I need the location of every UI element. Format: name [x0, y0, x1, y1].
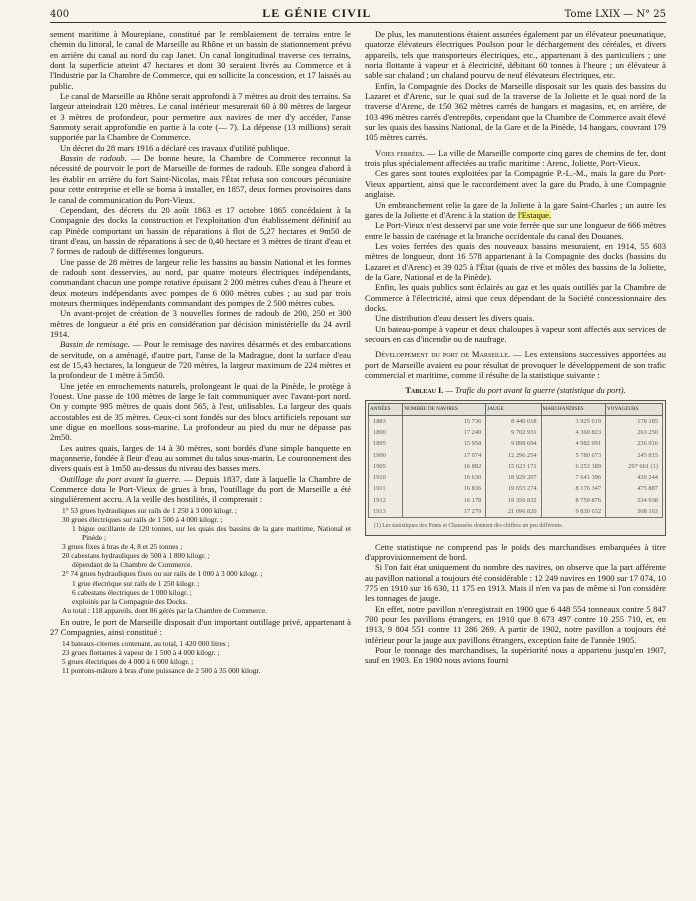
- section-heading: Outillage du port avant la guerre.: [60, 473, 181, 484]
- table-row: [369, 450, 663, 461]
- list-item: 1 grue électrique sur rails de 1 250 kilogr. ;: [72, 578, 200, 588]
- table-cell: 5 780 673: [541, 450, 605, 461]
- table-row: [369, 472, 663, 483]
- paragraph: Les voies ferrées des quais des nouveaux bassins mesuraient, en 1914, 55 603 mètres de longueur, dont 16 578 appartenant à la Compagnie des docks (bassins du Lazaret et d'Arenc) et 39 025 à l'État (quais de rive et môles des bassins de la Joliette, de la Gare, National et de la Pinède).: [365, 240, 666, 282]
- table-cell: 16 836: [403, 483, 486, 494]
- table-cell: 245 815: [606, 450, 663, 461]
- paragraph: Si l'on fait état uniquement du nombre des navires, on observe que la part afférente au pavillon national a toujours été considérable : 12 249 navires en 1900 sur 17 074, 10 775 en 1910 sur 16 630, 11 175 en 1913. Mais il n'en va pas de même si l'on considère les tonnages de jauge.: [365, 562, 666, 604]
- year-cell: 1900: [369, 450, 403, 461]
- paragraph: Un décret du 28 mars 1916 a déclaré ces travaux d'utilité publique.: [60, 142, 290, 153]
- traffic-table-frame: [365, 400, 666, 536]
- paragraph: Un bateau-pompe à vapeur et deux chaloupes à vapeur sont affectés aux services de secours en cas d'incendie ou de naufrage.: [365, 323, 666, 344]
- section-heading: Voies ferrées.: [375, 147, 425, 158]
- table-row: [369, 438, 663, 449]
- table-cell: 7 641 396: [541, 472, 605, 483]
- section-heading: Bassin de remisage.: [60, 339, 130, 350]
- paragraph: Cette statistique ne comprend pas le poids des marchandises embarquées à titre d'approvisionnement de bord.: [365, 541, 666, 563]
- paragraph: Enfin, la Compagnie des Docks de Marseille disposait sur les quais des bassins du Lazaret et d'Arenc, sur le quai sud de la traverse de la Joliette et le quai nord de la traverse d'Arenc, de 150 362 mètres carrés de hangars et magasins, et, en arrière, de 103 496 mètres carrés d'entrepôts, cependant que la Chambre de Commerce avait élevé sur les quais des bassins National, de la Gare et de la Pinède, 14 hangars, couvrant 179 105 mètres carrés.: [365, 80, 666, 143]
- list-item: 5 grues électriques de 4 000 à 6 000 kilogr. ;: [62, 656, 194, 666]
- table-cell: 12 296 254: [486, 450, 541, 461]
- paragraph-voies-ferrees: [365, 148, 666, 169]
- table-cell: 263 250: [606, 427, 663, 438]
- page-number: 400: [50, 9, 70, 20]
- list-item: 3 grues fixes à bras de 4, 8 et 25 tonnes ;: [62, 542, 183, 552]
- paragraph-embranchement: [365, 200, 666, 221]
- column-header: MARCHANDISES: [541, 403, 605, 415]
- table-cell: 21 096 820: [486, 506, 541, 518]
- table-cell: 178 185: [606, 415, 663, 427]
- paragraph: Enfin, les quais publics sont éclairés au gaz et les quais outillés par la Chambre de Commerce à l'électricité, ainsi que ceux dépendant de la Société concessionnaire des docks.: [365, 282, 666, 313]
- list-item: exploités par la Compagnie des Docks.: [72, 596, 188, 606]
- table-cell: 15 623 171: [486, 461, 541, 472]
- table-cell: 3 925 619: [541, 415, 605, 427]
- paragraph: En effet, notre pavillon n'enregistrait en 1900 que 6 448 554 tonneaux contre 5 847 700 pour les pavillons étrangers, en 1910 que 8 673 497 contre 10 255 710, et, en 1913, 9 804 551 contre 11 286 269. A partir de 1902, notre pavillon a toujours été inférieur pour la jauge aux pavillons étrangers, exception faite de l'année 1905.: [365, 603, 666, 645]
- table-cell: 297 661 (1): [606, 461, 663, 472]
- list-item: 14 bateaux-citernes contenant, au total, 1 420 000 litres ;: [62, 638, 230, 648]
- list-item: dépendant de la Chambre de Commerce.: [72, 560, 193, 570]
- table-cell: 15 958: [403, 438, 486, 449]
- list-item: Au total : 118 appareils, dont 86 gérés par la Chambre de Commerce.: [62, 605, 267, 615]
- year-cell: 1910: [369, 472, 403, 483]
- column-header: JAUGE: [486, 403, 541, 415]
- year-cell: 1911: [369, 483, 403, 494]
- paragraph: Ces gares sont toutes exploitées par la Compagnie P.-L.-M., mais la gare du Port-Vieux appartient, ainsi que le raccordement avec la gare du Prado, à une Compagnie anglaise.: [365, 168, 666, 200]
- paragraph-text: — Depuis 1837, date à laquelle la Chambre de Commerce dota le Port-Vieux de grues à bras, l'outillage du port de Marseille a été singulièrement accru. A la veille des hostilités, il comprenait :: [50, 473, 351, 505]
- paragraph-text: Un embranchement relie la gare de la Joliette à la gare Saint-Charles ; un autre les gares de la Joliette et d'Arenc à la station de: [365, 199, 666, 220]
- page-header: [50, 6, 666, 23]
- volume-issue: Tome LXIX — N° 25: [564, 9, 666, 20]
- paragraph: De plus, les manutentions étaient assurées également par un élévateur pneumatique, quatorze élévateurs électriques Poulson pour le déchargement des céréales, et divers appareils, tels que transporteurs électriques, etc., appartenant à des particuliers ; une noria flottante à vapeur et à électricité, débitant 60 tonnes à l'heure ; un élévateur à sable sur chaland ; un chaland pourvu de neuf élévateurs électriques, etc.: [365, 29, 666, 81]
- table-cell: 17 074: [403, 450, 486, 461]
- column-header: ANNÉES: [369, 403, 403, 415]
- table-row: [369, 483, 663, 494]
- journal-title: LE GÉNIE CIVIL: [262, 6, 372, 20]
- table-footnote: (1) Les statistiques des Ponts et Chaussées donnent des chiffres un peu différents.: [374, 523, 563, 530]
- year-cell: 1912: [369, 495, 403, 506]
- paragraph: Pour le tonnage des marchandises, la supériorité nous a appartenu jusqu'en 1907, sauf en 1903. En 1900 nous avions fourni: [365, 645, 666, 666]
- year-cell: 1905: [369, 461, 403, 472]
- paragraph: Une jetée en enrochements naturels, prolongeant le quai de la Pinède, le protège à l'ouest. Une passe de 100 mètres de large le fait communiquer avec l'avant-port nord. On y compte 995 mètres de quais dont 565, à l'est, utilisables. La largeur des quais accostables est de 35 mètres. Ceux-ci sont fondés sur des blocs artificiels reposant sur une digue en moellons sous-marine. La profondeur au pied du mur ne dépasse pas 2m50.: [50, 380, 351, 443]
- table-header-row: [369, 403, 663, 415]
- paragraph: Les autres quais, larges de 14 à 30 mètres, sont bordés d'une simple banquette en maçonnerie, fondée à fleur d'eau au sommet du talus sous-marin. Le couronnement des divers quais est à 1m50 au-dessus du niveau des basses mers.: [50, 442, 351, 474]
- table-cell: 9 702 931: [486, 427, 541, 438]
- table-row: [369, 415, 663, 427]
- paragraph-text: — Les extensions successives apportées au port de Marseille avaient eu pour résultat de provoquer le développement de son trafic commercial et maritime, comme il résulte de la statistique suivante :: [365, 349, 667, 380]
- paragraph-bassin-radoub: [50, 153, 351, 205]
- table-cell: 9 898 694: [486, 438, 541, 449]
- table-cell: 19 356 832: [486, 495, 541, 506]
- list-item: 1 bigue oscillante de 120 tonnes, sur les quais des bassins de la gare maritime, National et Pinède ;: [72, 524, 351, 543]
- table-cell: 475 887: [606, 483, 663, 494]
- traffic-table: [368, 403, 663, 519]
- table-cell: 4 982 991: [541, 438, 605, 449]
- list-item: 1° 53 grues hydrauliques sur rails de 1 250 à 3 000 kilogr. ;: [62, 505, 237, 515]
- section-heading: Bassin de radoub.: [60, 153, 127, 164]
- year-cell: 1913: [369, 506, 403, 518]
- paragraph-outillage: [50, 474, 351, 505]
- paragraph: sement maritime à Mourepiane, constitué par le remblaiement de terrains entre le chemin du littoral, le canal de Marseille au Rhône et un bassin de stationnement prévu en arrière du canal au nord du cap Janet. Un canal longitudinal traverse ces terrains, dont la superficie atteint 47 hectares et dont 30 seraient livrés au Commerce et à l'Industrie par la Chambre de Commerce, qui en sollicite la concession, et 17 laissés au public.: [50, 29, 351, 91]
- table-cell: 508 163: [606, 506, 663, 518]
- table-row: [369, 495, 663, 506]
- column-header: VOYAGEURS: [606, 403, 663, 415]
- table-label: Tableau I.: [405, 386, 444, 396]
- list-item: 23 grues flottantes à vapeur de 1 500 à 4 000 kilogr. ;: [62, 647, 220, 657]
- year-cell: 1895: [369, 438, 403, 449]
- table-cell: 8 440 018: [486, 415, 541, 427]
- year-cell: 1890: [369, 427, 403, 438]
- paragraph: Une distribution d'eau dessert les divers quais.: [375, 313, 535, 324]
- table-cell: 18 929 207: [486, 472, 541, 483]
- table-row: [369, 461, 663, 472]
- paragraph-text: — De bonne heure, la Chambre de Commerce reconnut la nécessité de pourvoir le port de Marseille de formes de radoub. Elle songea d'abord à les établir en arrière du fort Saint-Nicolas, mais l'État refusa son concours pécuniaire pour cette entreprise et elle se borna à installer, en 1857, deux formes provisoires dans le canal de communication du Port-Vieux.: [50, 153, 351, 205]
- table-row: [369, 427, 663, 438]
- table-cell: 16 882: [403, 461, 486, 472]
- table-caption-text: — Trafic du port avant la guerre (statistique du port).: [443, 386, 626, 396]
- table-cell: 6 253 389: [541, 461, 605, 472]
- table-cell: 8 176 347: [541, 483, 605, 494]
- table-caption: [365, 386, 666, 396]
- paragraph: Le canal de Marseille au Rhône serait approfondi à 7 mètres au droit des terrains. Sa largeur atteindrait 120 mètres. Le canal intérieur mesurerait 60 à 80 mètres de largeur et 3 mètres de profondeur, pour permettre aux navires de mer d'y accéder, l'anse Sanmoty serait approfondie en partie à la cote (— 7). La dépense (13 millions) serait supportée par la Chambre de Commerce.: [50, 91, 351, 143]
- table-cell: 15 736: [403, 415, 486, 427]
- highlighted-text: l'Estaque.: [517, 209, 552, 220]
- list-item: 20 cabestans hydrauliques de 500 à 1 800 kilogr. ;: [62, 551, 210, 561]
- paragraph: Une passe de 28 mètres de largeur relie les bassins au bassin National et les formes de radoub sont desservies, au nord, par quatre moteurs électriques indépendants, commandant chacun une pompe rotative épuisant 2 200 mètres cubes d'eau à l'heure et deux moteurs indépendants avec pompes de 6 000 mètres cubes ; au sud par trois moteurs thermiques indépendants commandant des pompes de 2 500 mètres cubes.: [50, 256, 351, 308]
- table-cell: 9 830 632: [541, 506, 605, 518]
- paragraph: Un avant-projet de création de 3 nouvelles formes de radoub de 200, 250 et 300 mètres de longueur a été pris en considération par décision ministérielle du 24 avril 1914.: [50, 308, 351, 339]
- table-cell: 8 759 876: [541, 495, 605, 506]
- table-cell: 16 630: [403, 472, 486, 483]
- table-cell: 17 279: [403, 506, 486, 518]
- list-item: 11 pontons-mâture à bras d'une puissance de 2 500 à 35 000 kilogr.: [62, 665, 261, 675]
- table-cell: 534 938: [606, 495, 663, 506]
- left-column: [50, 29, 351, 677]
- equipment-list: [50, 506, 351, 615]
- table-body: [369, 415, 663, 518]
- paragraph-bassin-remisage: [50, 339, 351, 380]
- year-cell: 1883: [369, 415, 403, 427]
- table-row: [369, 506, 663, 518]
- table-cell: 4 360 823: [541, 427, 605, 438]
- table-cell: 16 178: [403, 495, 486, 506]
- list-item: 30 grues électriques sur rails de 1 500 à 4 000 kilogr. ;: [62, 514, 223, 524]
- table-cell: 17 240: [403, 427, 486, 438]
- table-cell: 236 916: [606, 438, 663, 449]
- paragraph: En outre, le port de Marseille disposait d'un important outillage privé, appartenant à 27 Compagnies, ainsi constitué :: [50, 616, 351, 638]
- table-cell: 19 653 274: [486, 483, 541, 494]
- table-cell: 439 244: [606, 472, 663, 483]
- right-column: [365, 29, 666, 677]
- list-item: 2° 74 grues hydrauliques fixes ou sur rails de 1 000 à 3 000 kilogr. ;: [62, 569, 263, 579]
- paragraph: Le Port-Vieux n'est desservi par une voie ferrée que sur une longueur de 666 mètres entre le bassin de carénage et la branche occidentale du canal des Douanes.: [365, 220, 666, 241]
- column-header: NOMBRE DE NAVIRES: [403, 403, 486, 415]
- paragraph-text: — La ville de Marseille comporte cinq gares de chemins de fer, dont trois plus spécialement affectées au trafic maritime : Arenc, Joliette, Port-Vieux.: [365, 147, 666, 169]
- paragraph-developpement: [365, 349, 666, 380]
- paragraph-text: — Pour le remisage des navires désarmés et des embarcations de servitude, on a aménagé, d'autre part, l'anse de la Madrague, dont la surface d'eau est de 15,43 hectares, la longueur de 720 mètres, la largeur maximum de 224 mètres et la profondeur de 1 mètre à 5m50.: [50, 339, 351, 381]
- section-heading: Développement du port de Marseille.: [375, 349, 511, 360]
- private-equipment-list: [50, 639, 351, 675]
- list-item: 6 cabestans électriques de 1 000 kilogr. ;: [72, 587, 192, 597]
- paragraph: Cependant, des décrets du 20 août 1863 et 17 octobre 1865 concédaient à la Compagnie des docks la construction et l'exploitation d'un établissement définitif au cap Pinède comportant un bassin de réparations à flot de 5,27 hectares et 9m50 de tirant d'eau, un bassin de réparations à sec de 0,40 hectare et 3 mètres de tirant d'eau et 7 formes de radoub de différentes longueurs.: [50, 204, 351, 257]
